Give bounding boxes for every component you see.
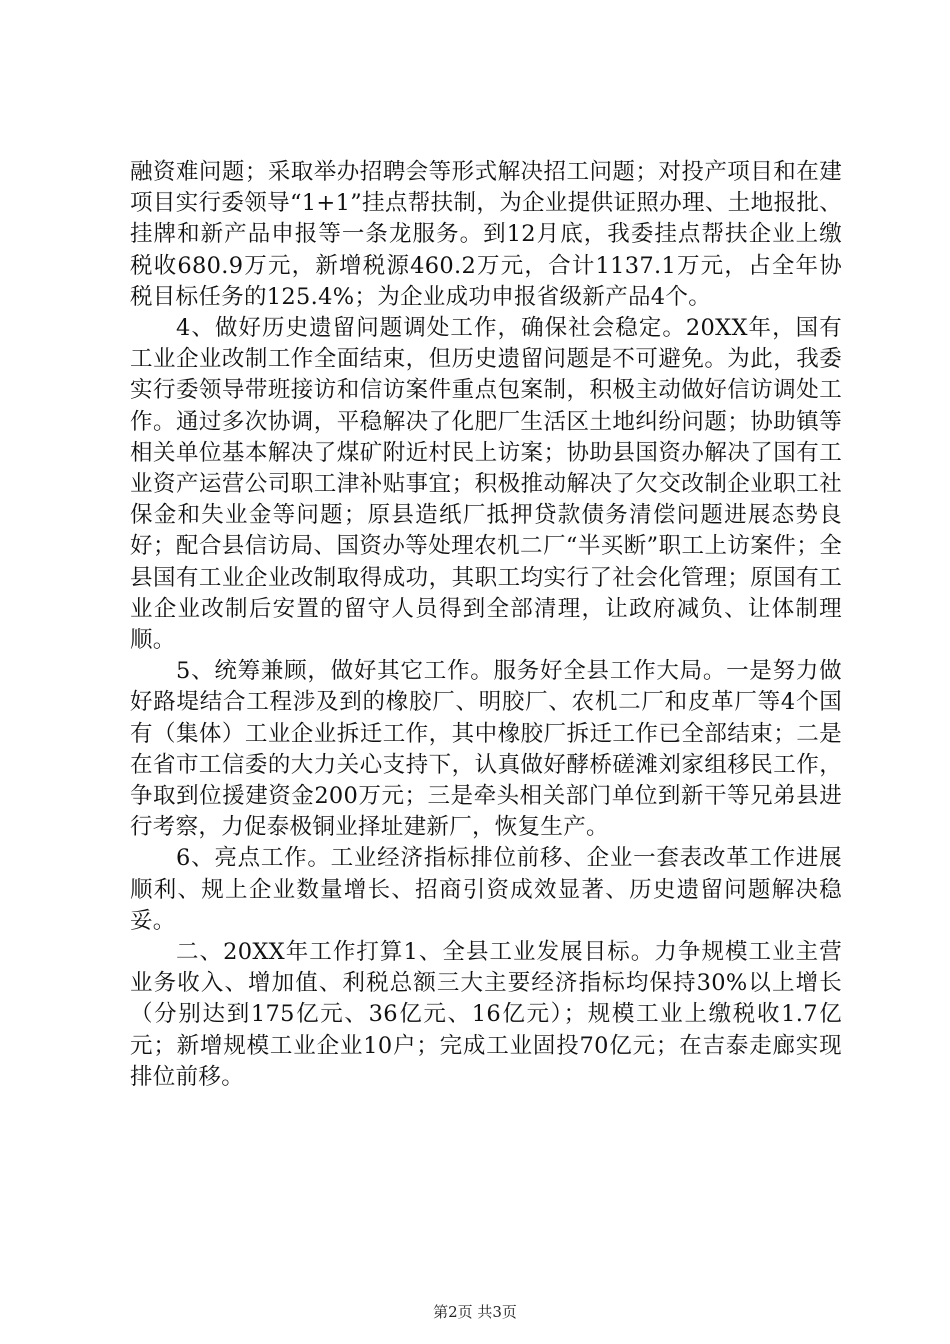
document-body	[130, 157, 842, 1093]
paragraph-highlights: 6、亮点工作。工业经济指标排位前移、企业一套表改革工作进展顺利、规上企业数量增长、招商引资成效显著、历史遗留问题解决稳妥。	[130, 845, 842, 934]
paragraph-financing-services: 融资难问题；采取举办招聘会等形式解决招工问题；对投产项目和在建项目实行委领导“1+1”挂点帮扶制，为企业提供证照办理、土地报批、挂牌和新产品申报等一条龙服务。到12月底，我委挂点帮扶企业上缴税收680.9万元，新增税源460.2万元，合计1137.1万元，占全年协税目标任务的125.4%；为企业成功申报省级新产品4个。	[130, 159, 842, 310]
page-number-footer: 第2页 共3页	[433, 1303, 517, 1321]
paragraph-other-work: 5、统筹兼顾，做好其它工作。服务好全县工作大局。一是努力做好路堤结合工程涉及到的橡胶厂、明胶厂、农机二厂和皮革厂等4个国有（集体）工业企业拆迁工作，其中橡胶厂拆迁工作已全部结束；二是在省市工信委的大力关心支持下，认真做好酵桥磋滩刘家组移民工作，争取到位援建资金200万元；三是牵头相关部门单位到新干等兄弟县进行考察，力促泰极铜业择址建新厂，恢复生产。	[130, 658, 842, 841]
paragraph-next-year-plan: 二、20XX年工作打算1、全县工业发展目标。力争规模工业主营业务收入、增加值、利税总额三大主要经济指标均保持30%以上增长（分别达到175亿元、36亿元、16亿元）；规模工业上缴税收1.7亿元；新增规模工业企业10户；完成工业固投70亿元；在吉泰走廊实现排位前移。	[130, 939, 842, 1090]
paragraph-historical-issues: 4、做好历史遗留问题调处工作，确保社会稳定。20XX年，国有工业企业改制工作全面结束，但历史遗留问题是不可避免。为此，我委实行委领导带班接访和信访案件重点包案制，积极主动做好信访调处工作。通过多次协调，平稳解决了化肥厂生活区土地纠纷问题；协助镇等相关单位基本解决了煤矿附近村民上访案；协助县国资办解决了国有工业资产运营公司职工津补贴事宜；积极推动解决了欠交改制企业职工社保金和失业金等问题；原县造纸厂抵押贷款债务清偿问题进展态势良好；配合县信访局、国资办等处理农机二厂“半买断”职工上访案件；全县国有工业企业改制取得成功，其职工均实行了社会化管理；原国有工业企业改制后安置的留守人员得到全部清理，让政府减负、让体制理顺。	[130, 315, 842, 654]
